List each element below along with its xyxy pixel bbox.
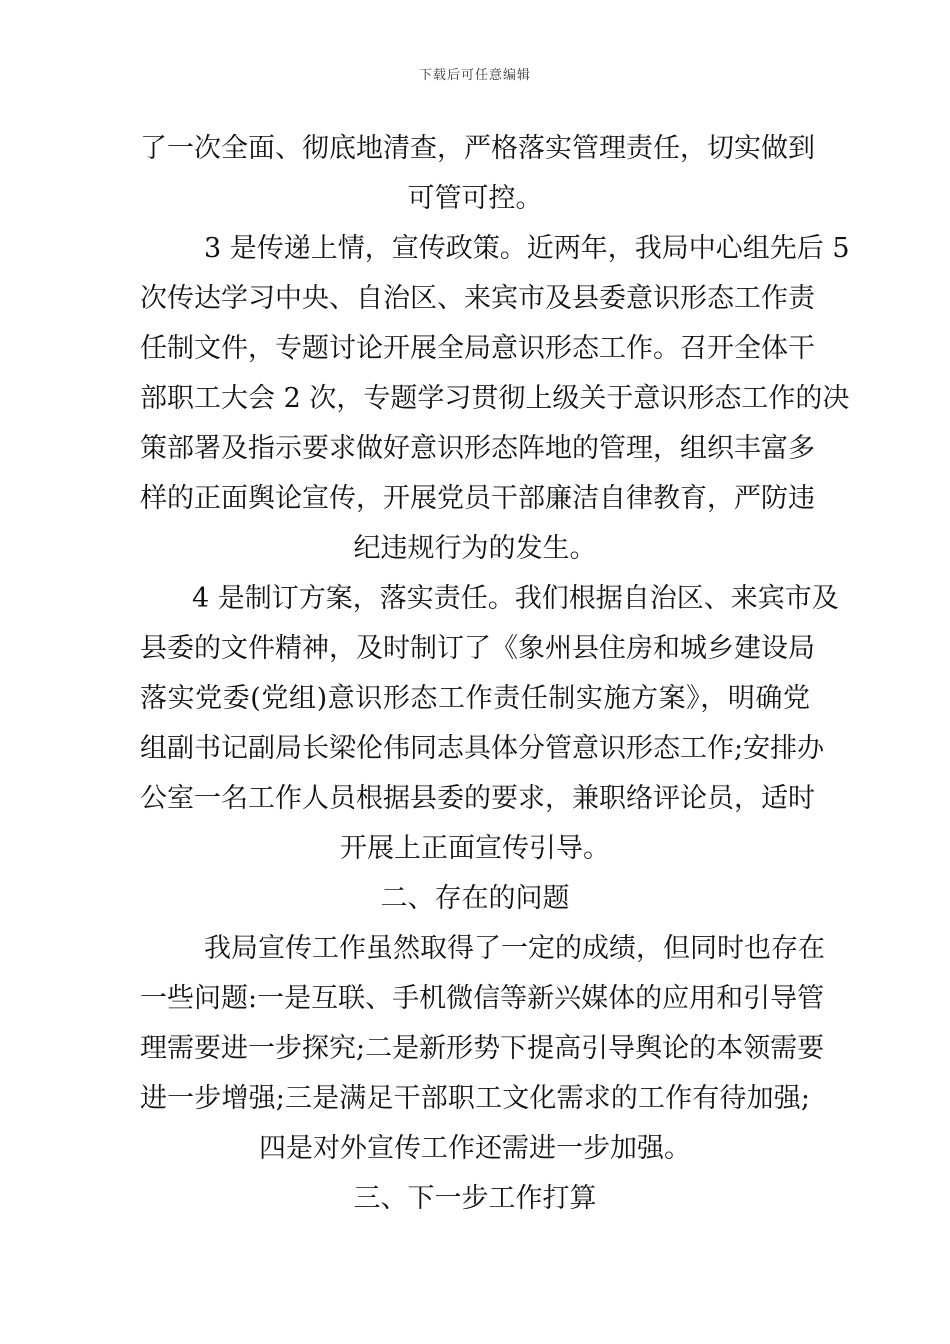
text-line: 组副书记副局长梁伦伟同志具体分管意识形态工作;安排办	[140, 733, 825, 764]
page-header: 下载后可任意编辑	[418, 68, 531, 83]
document-body	[140, 124, 850, 1224]
text-line: 开展上正面宣传引导。	[340, 833, 610, 864]
text-line: 任制文件，专题讨论开展全局意识形态工作。召开全体干	[140, 333, 815, 364]
text-line: 可管可控。	[407, 183, 543, 214]
paragraph-start: 3 是传递上情，宣传政策。近两年，我局中心组先后 5	[204, 233, 850, 264]
paragraph-start: 我局宣传工作虽然取得了一定的成绩，但同时也存在	[204, 933, 825, 964]
text-line: 纪违规行为的发生。	[353, 533, 597, 564]
text-line: 公室一名工作人员根据县委的要求，兼职络评论员，适时	[140, 783, 815, 814]
text-line: 四是对外宣传工作还需进一步加强。	[259, 1133, 691, 1164]
text-line: 次传达学习中央、自治区、来宾市及县委意识形态工作责	[140, 283, 815, 314]
text-line: 样的正面舆论宣传，开展党员干部廉洁自律教育，严防违	[140, 483, 815, 514]
section-heading: 二、存在的问题	[380, 883, 570, 914]
text-line: 进一步增强;三是满足干部职工文化需求的工作有待加强;	[140, 1083, 810, 1114]
text-line: 部职工大会 2 次，专题学习贯彻上级关于意识形态工作的决	[140, 383, 850, 414]
text-line: 一些问题:一是互联、手机微信等新兴媒体的应用和引导管	[140, 983, 825, 1014]
text-line: 落实党委(党组)意识形态工作责任制实施方案》，明确党	[140, 683, 810, 714]
text-line: 了一次全面、彻底地清查，严格落实管理责任，切实做到	[140, 133, 815, 164]
text-line: 策部署及指示要求做好意识形态阵地的管理，组织丰富多	[140, 433, 815, 464]
text-line: 县委的文件精神，及时制订了《象州县住房和城乡建设局	[140, 633, 815, 664]
section-heading: 三、下一步工作打算	[353, 1183, 597, 1214]
paragraph-start: 4 是制订方案，落实责任。我们根据自治区、来宾市及	[192, 583, 839, 614]
text-line: 理需要进一步探究;二是新形势下提高引导舆论的本领需要	[140, 1033, 825, 1064]
